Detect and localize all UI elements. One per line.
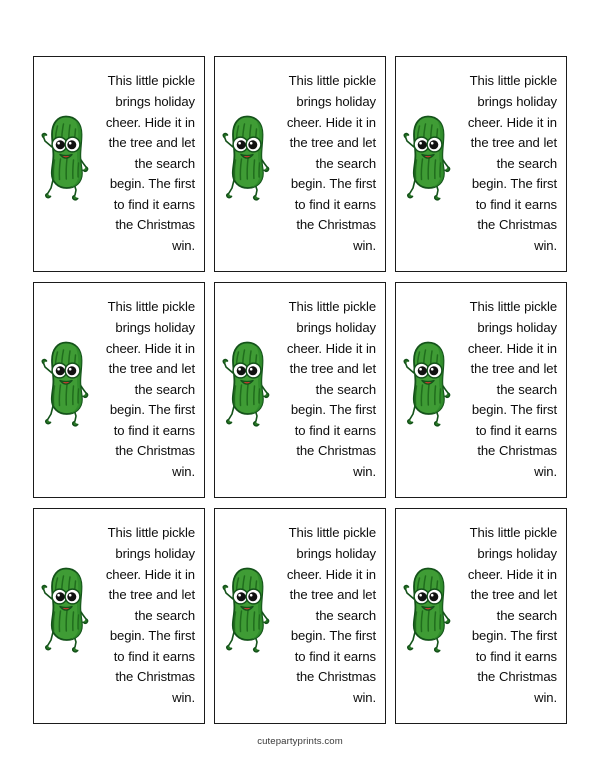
tag-grid	[33, 56, 568, 724]
tag-card[interactable]	[395, 56, 567, 272]
pickle-icon	[403, 114, 457, 214]
pickle-illustration	[222, 340, 276, 440]
tag-card[interactable]	[33, 282, 205, 498]
tag-card[interactable]	[214, 282, 386, 498]
pickle-illustration	[222, 114, 276, 214]
pickle-icon	[222, 566, 276, 666]
pickle-illustration	[222, 566, 276, 666]
pickle-illustration	[41, 340, 95, 440]
pickle-icon	[403, 566, 457, 666]
pickle-illustration	[41, 114, 95, 214]
tag-message: This little pickle brings holiday cheer. Hide it in the tree and let the search begin. The first to find it earns the Christmas win.	[286, 525, 376, 706]
pickle-icon	[222, 114, 276, 214]
pickle-illustration	[403, 566, 457, 666]
tag-card[interactable]	[214, 508, 386, 724]
tag-message: This little pickle brings holiday cheer. Hide it in the tree and let the search begin. The first to find it earns the Christmas win.	[467, 525, 557, 706]
tag-card[interactable]	[395, 508, 567, 724]
tag-message: This little pickle brings holiday cheer. Hide it in the tree and let the search begin. The first to find it earns the Christmas win.	[467, 73, 557, 254]
tag-card[interactable]	[214, 56, 386, 272]
pickle-icon	[403, 340, 457, 440]
pickle-icon	[41, 114, 95, 214]
pickle-illustration	[403, 340, 457, 440]
tag-message: This little pickle brings holiday cheer. Hide it in the tree and let the search begin. The first to find it earns the Christmas win.	[467, 299, 557, 480]
tag-card[interactable]	[33, 508, 205, 724]
pickle-illustration	[403, 114, 457, 214]
tag-message: This little pickle brings holiday cheer. Hide it in the tree and let the search begin. The first to find it earns the Christmas win.	[105, 299, 195, 480]
tag-card[interactable]	[33, 56, 205, 272]
footer-credit: cutepartyprints.com	[257, 736, 343, 747]
pickle-icon	[41, 566, 95, 666]
pickle-icon	[41, 340, 95, 440]
pickle-icon	[222, 340, 276, 440]
tag-message: This little pickle brings holiday cheer. Hide it in the tree and let the search begin. The first to find it earns the Christmas win.	[286, 73, 376, 254]
tag-message: This little pickle brings holiday cheer. Hide it in the tree and let the search begin. The first to find it earns the Christmas win.	[105, 73, 195, 254]
tag-message: This little pickle brings holiday cheer. Hide it in the tree and let the search begin. The first to find it earns the Christmas win.	[286, 299, 376, 480]
pickle-illustration	[41, 566, 95, 666]
tag-card[interactable]	[395, 282, 567, 498]
tag-message: This little pickle brings holiday cheer. Hide it in the tree and let the search begin. The first to find it earns the Christmas win.	[105, 525, 195, 706]
